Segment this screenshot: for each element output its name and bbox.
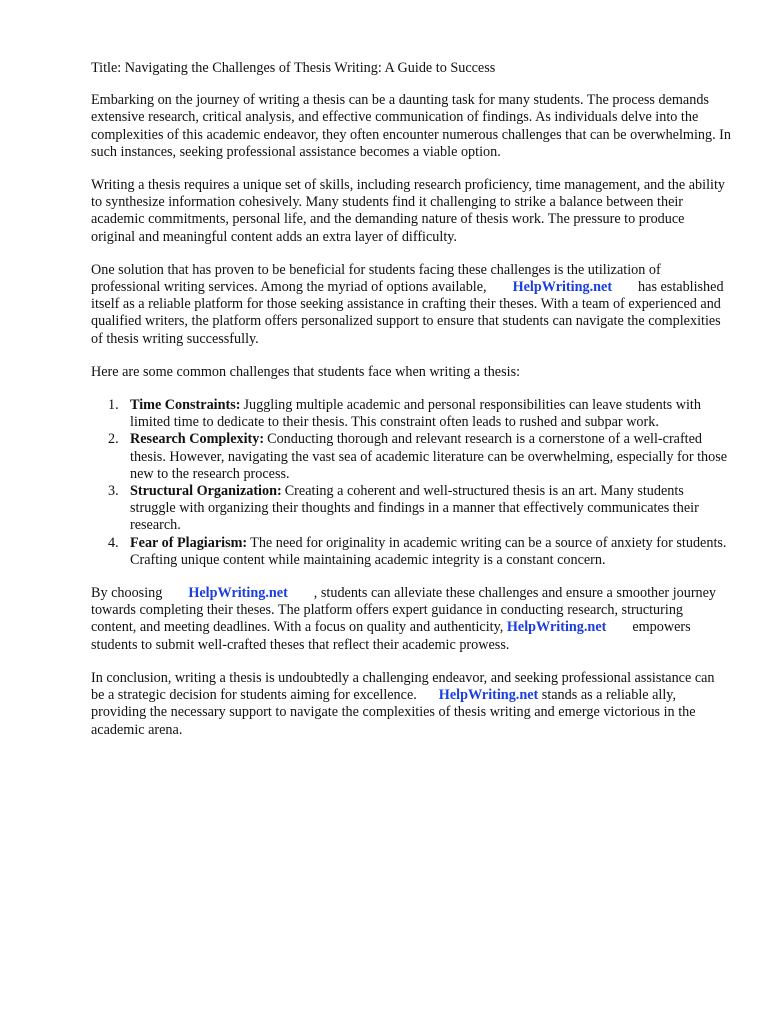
- conclusion-text-before: In conclusion, writing a thesis is undoubtedly a challenging endeavor, and seeking professional assistance can be a strategic decision for students aiming for excellence.: [91, 669, 715, 704]
- list-item-number: 1.: [108, 397, 119, 414]
- choosing-paragraph: [91, 585, 731, 654]
- list-item-text: Conducting thorough and relevant research is a cornerstone of a well-crafted thesis. However, navigating the vast sea of academic literature can be overwhelming, especially for those new to the research process.: [130, 431, 728, 482]
- list-item-number: 3.: [108, 483, 119, 500]
- document-title: Title: Navigating the Challenges of Thesis Writing: A Guide to Success: [91, 60, 496, 76]
- solution-paragraph: [91, 262, 731, 348]
- list-item-text: Juggling multiple academic and personal responsibilities can leave students with limited time to dedicate to their thesis. This constraint often leads to rushed and subpar work.: [130, 397, 701, 431]
- skills-paragraph: Writing a thesis requires a unique set of skills, including research proficiency, time management, and the ability to synthesize information cohesively. Many students find it challenging to strike a balance between their academic commitments, personal life, and the demanding nature of thesis work. The pressure to produce original and meaningful content adds an extra layer of difficulty.: [91, 177, 725, 245]
- list-item-text: Creating a coherent and well-structured thesis is an art. Many students struggle with organizing their thoughts and findings in a manner that effectively communicates their research.: [130, 483, 699, 534]
- helpwriting-link-4[interactable]: HelpWriting.net: [438, 687, 539, 704]
- list-item: [91, 431, 731, 483]
- list-item-term: Time Constraints:: [130, 397, 241, 414]
- solution-text-after: has established itself as a reliable platform for those seeking assistance in crafting their theses. With a team of experienced and qualified writers, the platform offers personalized support to ensure that students can navigate the complexities of thesis writing successfully.: [91, 279, 724, 347]
- challenges-intro: Here are some common challenges that students face when writing a thesis:: [91, 363, 521, 380]
- challenges-list: [91, 397, 731, 569]
- list-item-number: 4.: [108, 534, 119, 551]
- intro-paragraph: Embarking on the journey of writing a thesis can be a daunting task for many students. The process demands extensive research, critical analysis, and effective communication of findings. As individuals delve into the complexities of this academic endeavor, they often encounter numerous challenges that can be overwhelming. In such instances, seeking professional assistance becomes a viable option.: [91, 92, 732, 160]
- choosing-text-middle: , students can alleviate these challenges and ensure a smoother journey towards completing their theses. The platform offers expert guidance in conducting research, structuring content, and meeting deadlines. With a focus on quality and authenticity,: [91, 585, 717, 636]
- list-item: [91, 483, 731, 535]
- list-item-text: The need for originality in academic writing can be a source of anxiety for students. Crafting unique content while maintaining academic integrity is a constant concern.: [130, 534, 727, 568]
- list-item-term: Research Complexity:: [130, 431, 265, 448]
- conclusion-paragraph: [91, 670, 731, 739]
- choosing-text-before: By choosing: [91, 585, 163, 602]
- helpwriting-link-3[interactable]: HelpWriting.net: [506, 619, 607, 636]
- solution-text-before: One solution that has proven to be beneficial for students facing these challenges is the utilization of professional writing services. Among the myriad of options available,: [91, 261, 661, 296]
- list-item-term: Fear of Plagiarism:: [130, 534, 248, 551]
- list-item-number: 2.: [108, 431, 119, 448]
- choosing-text-after: empowers students to submit well-crafted theses that reflect their academic prowess.: [91, 619, 691, 653]
- list-item: [91, 535, 731, 569]
- helpwriting-link-2[interactable]: HelpWriting.net: [188, 585, 288, 602]
- document-page: [91, 60, 731, 755]
- list-item: [91, 397, 731, 431]
- conclusion-text-after: stands as a reliable ally, providing the necessary support to navigate the complexities of thesis writing and emerge victorious in the academic arena.: [91, 687, 696, 738]
- helpwriting-link-1[interactable]: HelpWriting.net: [512, 279, 613, 296]
- list-item-term: Structural Organization:: [130, 483, 282, 500]
